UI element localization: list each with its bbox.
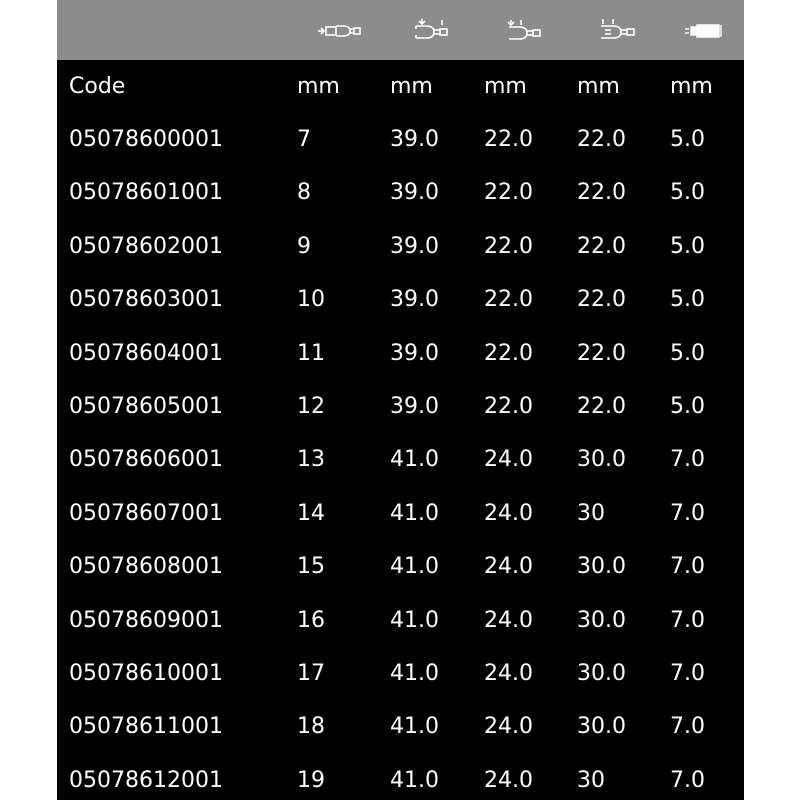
table-row [57, 327, 744, 380]
cell-code: 05078609001 [69, 607, 223, 633]
cell-code: 05078604001 [69, 340, 223, 366]
table-row [57, 540, 744, 593]
table-header-row [57, 60, 744, 113]
table-row [57, 220, 744, 273]
table-row [57, 273, 744, 326]
cell-value: 7.0 [670, 500, 705, 526]
table-row [57, 113, 744, 166]
cell-value: 24.0 [484, 714, 533, 740]
cell-value: 5.0 [670, 287, 705, 313]
cell-value: 24.0 [484, 607, 533, 633]
cell-value: 39.0 [390, 127, 439, 152]
cell-value: 41.0 [390, 714, 439, 740]
cell-value: 7.0 [670, 607, 705, 633]
cell-value: 24.0 [484, 554, 533, 580]
cell-value: 30 [577, 500, 605, 526]
cell-value: 24.0 [484, 500, 533, 526]
cell-value: 7.0 [670, 714, 705, 740]
cell-code: 05078608001 [69, 554, 223, 580]
cell-value: 22.0 [484, 233, 533, 259]
cell-value: 41.0 [390, 767, 439, 793]
icon-header-bar [57, 0, 744, 60]
cell-value: 8 [297, 180, 311, 206]
cell-value: 18 [297, 714, 325, 740]
cell-code: 05078605001 [69, 394, 223, 419]
cell-value: 39.0 [390, 340, 439, 366]
cell-value: 7.0 [670, 661, 705, 686]
header-unit: mm [484, 74, 527, 99]
spec-table [57, 0, 744, 800]
cell-value: 41.0 [390, 447, 439, 473]
cell-value: 30.0 [577, 714, 626, 740]
cell-value: 16 [297, 607, 325, 633]
cell-value: 30.0 [577, 447, 626, 473]
table-row [57, 433, 744, 486]
cell-value: 30.0 [577, 661, 626, 686]
cell-code: 05078607001 [69, 500, 223, 526]
cell-code: 05078603001 [69, 287, 223, 313]
cell-code: 05078601001 [69, 180, 223, 206]
cell-value: 5.0 [670, 340, 705, 366]
cell-value: 5.0 [670, 127, 705, 152]
table-row [57, 166, 744, 219]
header-unit: mm [390, 74, 433, 99]
ring-end-icon [402, 15, 462, 47]
cell-value: 22.0 [577, 233, 626, 259]
cell-value: 39.0 [390, 233, 439, 259]
cell-value: 5.0 [670, 394, 705, 419]
cell-value: 22.0 [484, 340, 533, 366]
cell-value: 10 [297, 287, 325, 313]
cell-value: 22.0 [577, 287, 626, 313]
cell-value: 30 [577, 767, 605, 793]
cell-value: 22.0 [484, 180, 533, 206]
cell-value: 7.0 [670, 767, 705, 793]
cell-value: 41.0 [390, 554, 439, 580]
cell-value: 5.0 [670, 233, 705, 259]
open-end-icon [309, 15, 369, 47]
cell-value: 12 [297, 394, 325, 419]
table-row [57, 594, 744, 647]
cell-value: 41.0 [390, 500, 439, 526]
cell-value: 19 [297, 767, 325, 793]
ring-end-offset-icon [495, 15, 555, 47]
cell-code: 05078602001 [69, 233, 223, 259]
cell-code: 05078606001 [69, 447, 223, 473]
cell-value: 7 [297, 127, 311, 152]
open-ring-icon [588, 15, 648, 47]
cell-value: 7.0 [670, 447, 705, 473]
cell-value: 30.0 [577, 607, 626, 633]
cell-value: 41.0 [390, 661, 439, 686]
cell-value: 24.0 [484, 767, 533, 793]
header-unit: mm [297, 74, 340, 99]
cell-code: 05078611001 [69, 714, 223, 740]
cell-value: 39.0 [390, 180, 439, 206]
cell-value: 39.0 [390, 394, 439, 419]
square-drive-icon [675, 15, 735, 47]
table-row [57, 380, 744, 433]
cell-value: 22.0 [484, 287, 533, 313]
cell-code: 05078612001 [69, 767, 223, 793]
cell-value: 39.0 [390, 287, 439, 313]
table-row [57, 647, 744, 700]
cell-code: 05078610001 [69, 661, 223, 686]
cell-value: 11 [297, 340, 325, 366]
cell-value: 13 [297, 447, 325, 473]
header-code: Code [69, 74, 126, 99]
table-row [57, 754, 744, 800]
header-unit: mm [670, 74, 713, 99]
cell-value: 22.0 [577, 340, 626, 366]
cell-value: 14 [297, 500, 325, 526]
cell-value: 24.0 [484, 661, 533, 686]
cell-code: 05078600001 [69, 127, 223, 152]
cell-value: 7.0 [670, 554, 705, 580]
cell-value: 15 [297, 554, 325, 580]
table-row [57, 487, 744, 540]
cell-value: 30.0 [577, 554, 626, 580]
cell-value: 22.0 [577, 394, 626, 419]
cell-value: 22.0 [484, 394, 533, 419]
table-row [57, 700, 744, 753]
cell-value: 41.0 [390, 607, 439, 633]
cell-value: 22.0 [577, 180, 626, 206]
cell-value: 5.0 [670, 180, 705, 206]
cell-value: 24.0 [484, 447, 533, 473]
cell-value: 22.0 [484, 127, 533, 152]
header-unit: mm [577, 74, 620, 99]
cell-value: 17 [297, 661, 325, 686]
cell-value: 22.0 [577, 127, 626, 152]
cell-value: 9 [297, 233, 311, 259]
